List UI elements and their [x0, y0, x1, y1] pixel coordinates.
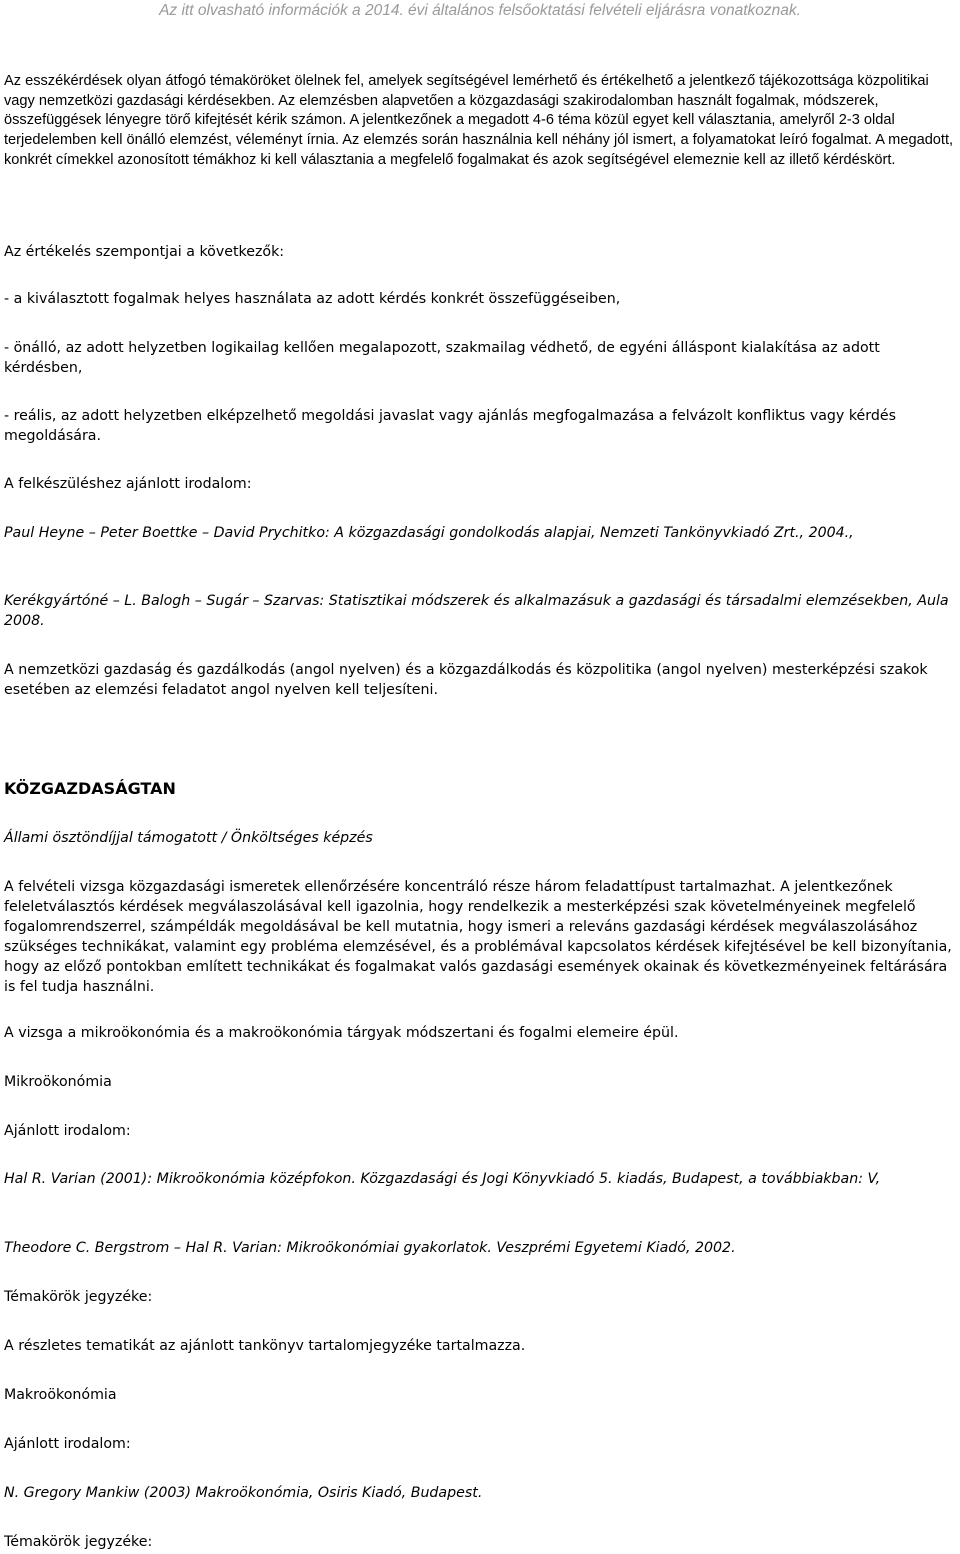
criteria-item: - reális, az adott helyzetben elképzelhető megoldási javaslat vagy ajánlás megfogalmazása a felvázolt konfliktus vagy kérdés megoldására. [4, 408, 896, 444]
macro-title: Makroökonómia [4, 1387, 117, 1403]
micro-topics-label: Témakörök jegyzéke: [4, 1289, 153, 1305]
section-subtitle: Állami ösztöndíjjal támogatott / Önköltséges képzés [4, 830, 373, 846]
section-paragraph: A vizsga a mikroökonómia és a makroökonómia tárgyak módszertani és fogalmi elemeire épül. [4, 1025, 679, 1041]
criteria-item: - önálló, az adott helyzetben logikailag kellően megalapozott, szakmailag védhető, de egyéni álláspont kialakítása az adott kérdésben, [4, 340, 880, 376]
literature-reference: Kerékgyártóné – L. Balogh – Sugár – Szarvas: Statisztikai módszerek és alkalmazásuk a gazdasági és társadalmi elemzésekben, Aula 2008. [4, 593, 949, 629]
macro-reference: N. Gregory Mankiw (2003) Makroökonómia, Osiris Kiadó, Budapest. [4, 1485, 483, 1501]
criteria-title: Az értékelés szempontjai a következők: [4, 244, 285, 260]
literature-reference: Paul Heyne – Peter Boettke – David Prychitko: A közgazdasági gondolkodás alapjai, Nemzeti Tankönyvkiadó Zrt., 2004., [4, 525, 854, 541]
intro-paragraph: Az esszékérdések olyan átfogó témaköröket ölelnek fel, amelyek segítségével lemérhető és értékelhető a jelentkező tájékozottsága közpolitikai vagy nemzetközi gazdasági kérdésekben. Az elemzésben alapvetően a közgazdasági szakirodalomban használt fogalmak, módszerek, összefüggések lényegre törő kifejtését kérik számon. A jelentkezőnek a megadott 4-6 téma közül egyet kell választania, amelyről 2-3 oldal terjedelemben kell önálló elemzést, véleményt írnia. Az elemzés során használnia kell néhány jól ismert, a folyamatokat leíró fogalmat. A megadott, konkrét címekkel azonosított témákhoz ki kell választania a megfelelő fogalmakat és azok segítségével elemeznie kell az illető kérdéskört. [4, 73, 954, 168]
macro-literature-label: Ajánlott irodalom: [4, 1436, 131, 1452]
micro-literature-label: Ajánlott irodalom: [4, 1123, 131, 1139]
section-heading: KÖZGAZDASÁGTAN [4, 779, 176, 798]
literature-title: A felkészüléshez ajánlott irodalom: [4, 476, 252, 492]
criteria-item: - a kiválasztott fogalmak helyes használata az adott kérdés konkrét összefüggéseiben, [4, 291, 621, 307]
micro-topics-text: A részletes tematikát az ajánlott tankönyv tartalomjegyzéke tartalmazza. [4, 1338, 526, 1354]
macro-topics-label: Témakörök jegyzéke: [4, 1534, 153, 1550]
micro-reference: Theodore C. Bergstrom – Hal R. Varian: Mikroökonómiai gyakorlatok. Veszprémi Egyetemi Kiadó, 2002. [4, 1240, 736, 1256]
section-paragraph: A felvételi vizsga közgazdasági ismeretek ellenőrzésére koncentráló része három feladattípust tartalmazhat. A jelentkezőnek feleletválasztós kérdések megválaszolásával kell igazolnia, hogy rendelkezik a mesterképzési szak követelményeinek megfelelő fogalomrendszerrel, számpéldák megoldásával be kell mutatnia, hogy ismeri a releváns gazdasági kérdések megválaszolásához szükséges technikákat, valamint egy probléma elemzésével, és a problémával kapcsolatos kérdések kifejtésével be kell bizonyítania, hogy az előző pontokban említett technikákat és fogalmakat valós gazdasági események okainak és következményeinek feltárására is fel tudja használni. [4, 879, 952, 995]
micro-reference: Hal R. Varian (2001): Mikroökonómia középfokon. Közgazdasági és Jogi Könyvkiadó 5. kiadás, Budapest, a továbbiakban: V, [4, 1171, 881, 1187]
page-header: Az itt olvasható információk a 2014. évi általános felsőoktatási felvételi eljárásra vonatkoznak. [159, 2, 801, 19]
micro-title: Mikroökonómia [4, 1074, 112, 1090]
language-note: A nemzetközi gazdaság és gazdálkodás (angol nyelven) és a közgazdálkodás és közpolitika (angol nyelven) mesterképzési szakok esetében az elemzési feladatot angol nyelven kell teljesíteni. [4, 662, 928, 698]
